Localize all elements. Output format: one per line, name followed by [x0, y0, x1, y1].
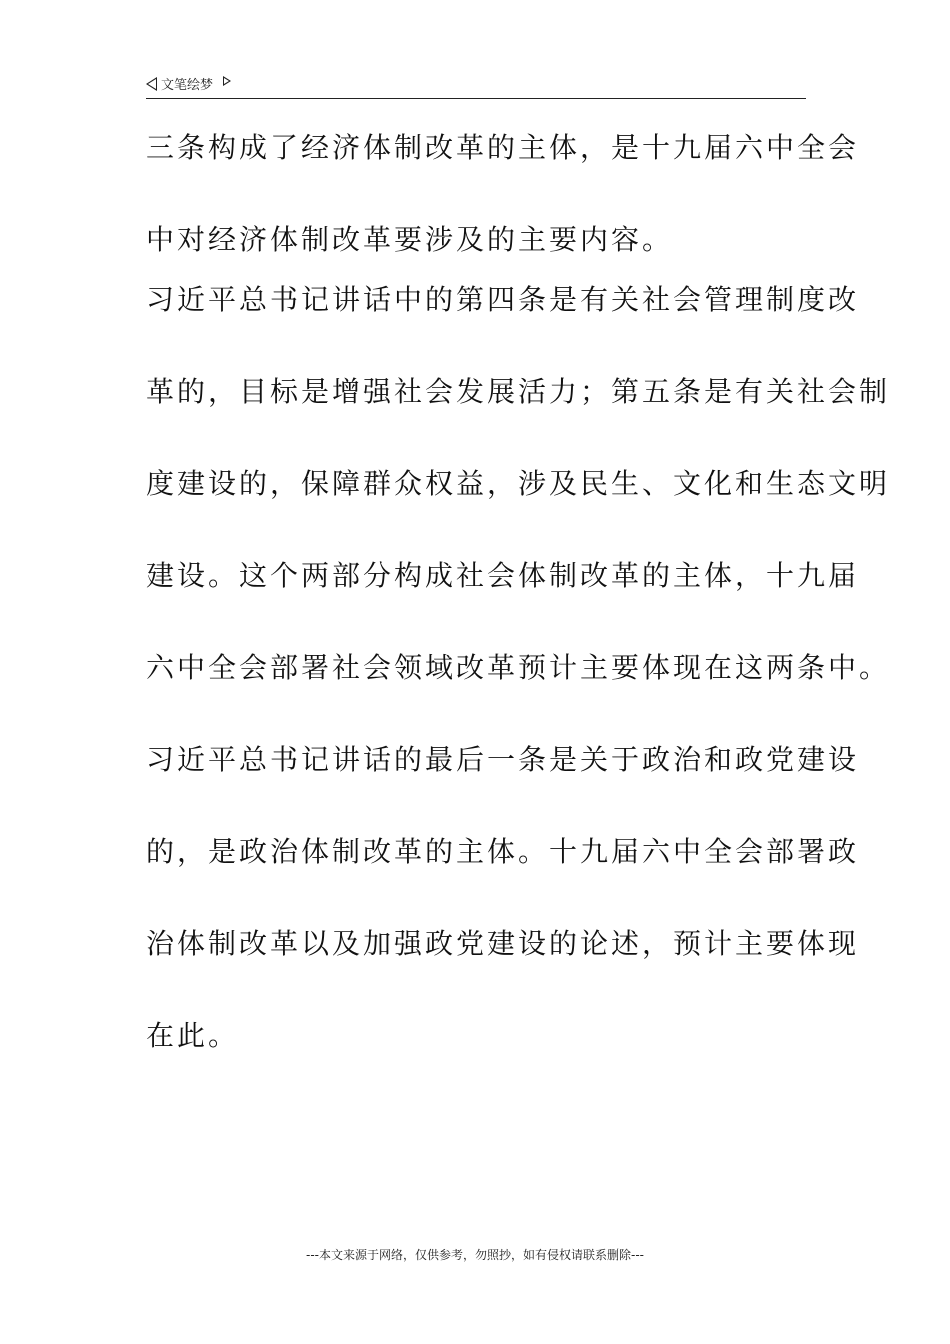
text-line: 的，是政治体制改革的主体。十九届六中全会部署政 — [146, 835, 860, 868]
text-line: 习近平总书记讲话中的第四条是有关社会管理制度改 — [146, 283, 860, 316]
triangle-left-icon — [146, 77, 157, 91]
triangle-right-icon — [223, 76, 231, 86]
text-line: 三条构成了经济体制改革的主体，是十九届六中全会 — [146, 131, 860, 164]
text-line: 在此。 — [146, 1019, 240, 1052]
footer-notice: ---本文来源于网络，仅供参考，勿照抄，如有侵权请联系删除--- — [306, 1248, 644, 1262]
text-line: 中对经济体制改革要涉及的主要内容。 — [146, 223, 674, 256]
page-header — [146, 72, 806, 99]
brand-text: 文笔绘梦 — [161, 78, 214, 93]
text-line: 习近平总书记讲话的最后一条是关于政治和政党建设 — [146, 743, 860, 776]
text-line: 治体制改革以及加强政党建设的论述，预计主要体现 — [146, 927, 860, 960]
header-brand — [146, 74, 231, 93]
text-line: 革的，目标是增强社会发展活力；第五条是有关社会制 — [146, 375, 891, 408]
text-line: 度建设的，保障群众权益，涉及民生、文化和生态文明 — [146, 467, 891, 500]
text-line: 建设。这个两部分构成社会体制改革的主体，十九届 — [146, 559, 860, 592]
text-line: 六中全会部署社会领域改革预计主要体现在这两条中。 — [146, 651, 891, 684]
document-body — [146, 124, 891, 1060]
